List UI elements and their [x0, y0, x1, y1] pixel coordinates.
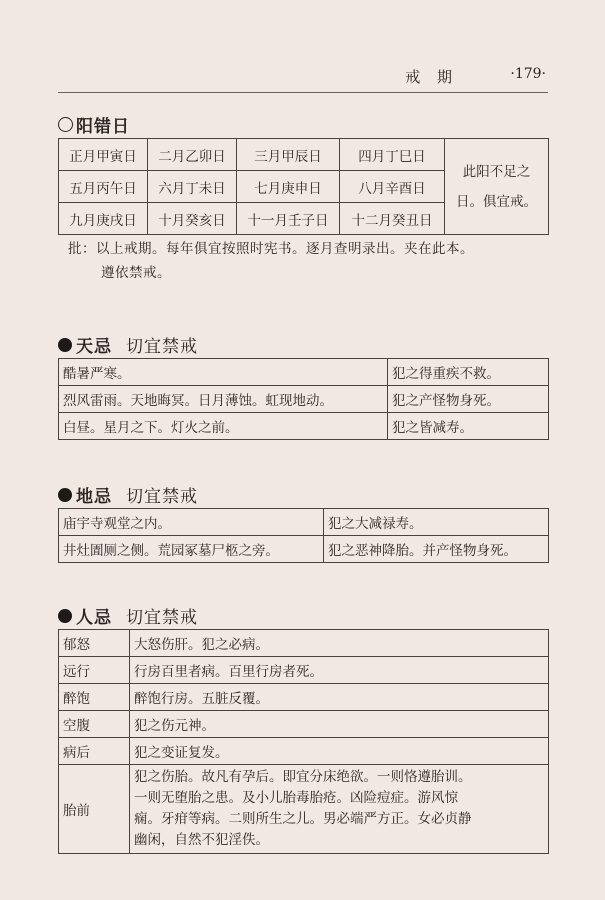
- table-cell: 十二月癸丑日: [340, 203, 445, 235]
- table-cell: 犯之大减禄寿。: [324, 509, 549, 536]
- table-row: [59, 359, 549, 386]
- hollow-circle-icon: [58, 117, 73, 132]
- table-cell: 醉饱行房。五脏反覆。: [130, 684, 549, 711]
- table-cell: 大怒伤肝。犯之必病。: [130, 630, 549, 657]
- table-cell: 犯之伤元神。: [130, 711, 549, 738]
- table-cell: 七月庚申日: [237, 171, 340, 203]
- table-cell: 犯之变证复发。: [130, 738, 549, 765]
- filled-circle-icon: [58, 488, 72, 502]
- table-cell: 病后: [59, 738, 130, 765]
- text-line: 幽闲，自然不犯淫佚。: [134, 832, 269, 848]
- running-title: 戒 期: [405, 68, 458, 86]
- table-cell: 犯之得重疾不救。: [388, 359, 549, 386]
- table-row: [59, 509, 549, 536]
- text-line: 一则无堕胎之患。及小儿胎毒胎疮。凶险痘症。游风惊: [134, 790, 458, 806]
- section-title: 阳错日: [76, 117, 130, 137]
- table-cell: 六月丁未日: [148, 171, 237, 203]
- yangcuo-table: [58, 138, 549, 235]
- table-cell: 胎前: [59, 765, 130, 854]
- table-cell: 四月丁巳日: [340, 139, 445, 171]
- section-subtitle: 切宜禁戒: [126, 608, 198, 628]
- remark-line: 批：以上戒期。每年俱宜按照时宪书。逐月查明录出。夹在此本。: [68, 241, 474, 257]
- remark-paragraph: [68, 237, 548, 285]
- table-cell: 十一月壬子日: [237, 203, 340, 235]
- table-row: [59, 684, 549, 711]
- table-note-cell: 此阳不足之日。俱宜戒。: [445, 139, 549, 235]
- table-cell: 远行: [59, 657, 130, 684]
- section-subtitle: 切宜禁戒: [126, 487, 198, 507]
- table-cell: 行房百里者病。百里行房者死。: [130, 657, 549, 684]
- section-title: 天忌: [76, 337, 112, 357]
- table-cell: 二月乙卯日: [148, 139, 237, 171]
- table-cell: 空腹: [59, 711, 130, 738]
- filled-circle-icon: [58, 338, 72, 352]
- section-heading-tianji: [58, 332, 198, 357]
- table-cell: 正月甲寅日: [59, 139, 148, 171]
- table-cell-multiline: [130, 765, 549, 854]
- text-line: 痫。牙疳等病。二则所生之儿。男必端严方正。女必贞静: [134, 811, 472, 827]
- section-title: 地忌: [76, 487, 112, 507]
- table-row: [59, 630, 549, 657]
- table-row: [59, 657, 549, 684]
- table-cell: 庙宇寺观堂之内。: [59, 509, 324, 536]
- text-line: 犯之伤胎。故凡有孕后。即宜分床绝欲。一则恪遵胎训。: [134, 769, 472, 785]
- table-row: [59, 536, 549, 563]
- table-cell: 犯之皆减寿。: [388, 413, 549, 440]
- table-cell: 白昼。星月之下。灯火之前。: [59, 413, 388, 440]
- table-cell: 三月甲辰日: [237, 139, 340, 171]
- table-cell: 醉饱: [59, 684, 130, 711]
- page-header: [58, 58, 548, 93]
- section-title: 人忌: [76, 608, 112, 628]
- table-row: [59, 413, 549, 440]
- section-subtitle: 切宜禁戒: [126, 337, 198, 357]
- filled-circle-icon: [58, 609, 72, 623]
- remark-line: 遵依禁戒。: [101, 265, 171, 281]
- table-cell: 八月辛酉日: [340, 171, 445, 203]
- section-heading-yangcuo: [58, 112, 130, 137]
- table-row: [59, 765, 549, 854]
- section-heading-renji: [58, 603, 198, 628]
- table-row: [59, 386, 549, 413]
- table-cell: 烈风雷雨。天地晦冥。日月薄蚀。虹现地动。: [59, 386, 388, 413]
- table-row: [59, 711, 549, 738]
- table-cell: 五月丙午日: [59, 171, 148, 203]
- tianji-table: [58, 358, 549, 440]
- diji-table: [58, 508, 549, 563]
- table-cell: 酷暑严寒。: [59, 359, 388, 386]
- table-row: [59, 139, 549, 171]
- section-heading-diji: [58, 482, 198, 507]
- table-cell: 九月庚戌日: [59, 203, 148, 235]
- page-number: ·179·: [510, 66, 546, 82]
- table-cell: 犯之产怪物身死。: [388, 386, 549, 413]
- table-cell: 郁怒: [59, 630, 130, 657]
- renji-table: [58, 629, 549, 854]
- table-cell: 十月癸亥日: [148, 203, 237, 235]
- table-cell: 井灶圊厕之侧。荒园冢墓尸柩之旁。: [59, 536, 324, 563]
- table-row: [59, 738, 549, 765]
- table-cell: 犯之恶神降胎。并产怪物身死。: [324, 536, 549, 563]
